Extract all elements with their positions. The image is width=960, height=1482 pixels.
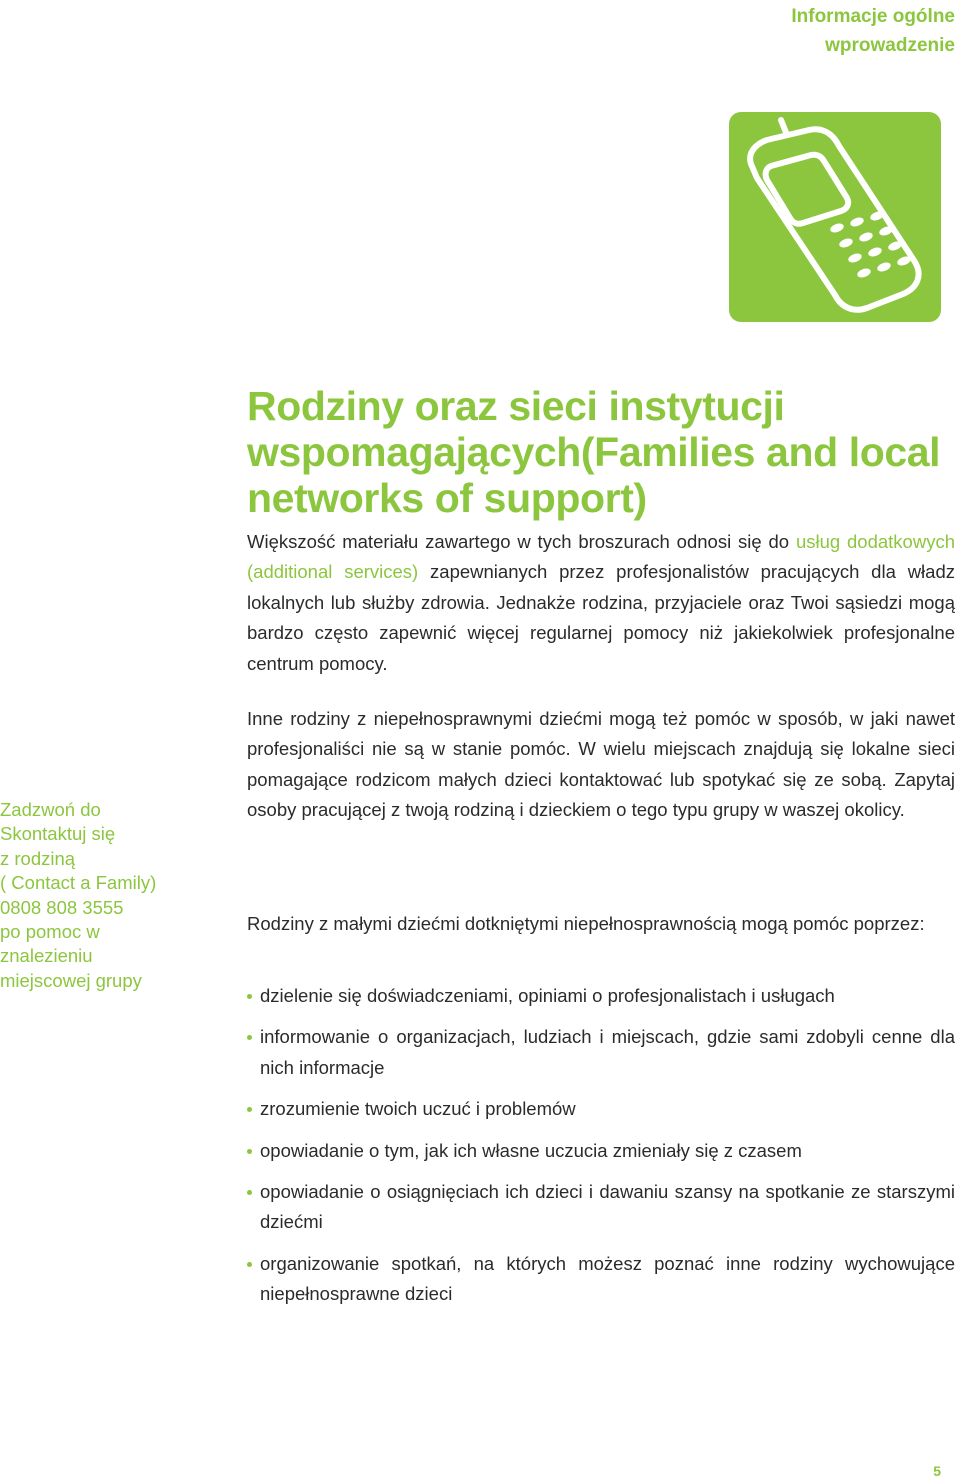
bullet-item: informowanie o organizacjach, ludziach i miejscach, gdzie sami zdobyli cenne dla nich informacje	[247, 1022, 955, 1083]
bullet-item: opowiadanie o osiągnięciach ich dzieci i dawaniu szansy na spotkanie ze starszymi dziećmi	[247, 1177, 955, 1238]
section-label	[695, 2, 955, 60]
sidebar-line: po pomoc w	[0, 921, 100, 943]
sidebar-line: miejscowej grupy	[0, 969, 142, 991]
section-label-line1: Informacje ogólne	[791, 6, 955, 27]
sidebar-line: ( Contact a Family)	[0, 872, 157, 894]
bullet-item: opowiadanie o tym, jak ich własne uczucia zmieniały się z czasem	[247, 1136, 955, 1166]
other-families-paragraph: Inne rodziny z niepełnosprawnymi dziećmi mogą też pomóc w sposób, w jaki nawet profesjonaliści nie są w stanie pomóc. W wielu miejscach znajdują się lokalne sieci pomagające rodzicom małych dzieci kontaktować lub spotykać się ze sobą. Zapytaj osoby pracującej z twoją rodziną i dzieckiem o tego typu grupy w waszej okolicy.	[247, 708, 955, 821]
page-title: Rodziny oraz sieci instytucji wspomagających(Families and local networks of support)	[247, 383, 941, 521]
intro-paragraph	[247, 527, 955, 679]
sidebar-phone-number: 0808 808 3555	[0, 896, 124, 918]
intro-lead: Większość materiału zawartego w tych broszurach odnosi się do	[247, 531, 796, 552]
bullet-item: dzielenie się doświadczeniami, opiniami o profesjonalistach i usługach	[247, 981, 955, 1011]
section-label-line2: wprowadzenie	[825, 35, 955, 56]
bullet-item: organizowanie spotkań, na których możesz poznać inne rodziny wychowujące niepełnosprawne dzieci	[247, 1249, 955, 1310]
bullet-item: zrozumienie twoich uczuć i problemów	[247, 1094, 955, 1124]
sidebar-line: z rodziną	[0, 847, 76, 869]
help-intro-paragraph: Rodziny z małymi dziećmi dotkniętymi niepełnosprawnością mogą pomóc poprzez:	[247, 913, 925, 934]
sidebar-line: znalezieniu	[0, 945, 93, 967]
additional-services-term: usług dodatkowych (additional services)	[247, 531, 955, 583]
sidebar-line: Skontaktuj się	[0, 823, 116, 845]
illustration-panel	[729, 112, 941, 322]
sidebar-line: Zadzwoń do	[0, 799, 101, 820]
mobile-phone-icon	[729, 112, 941, 322]
help-bullet-list	[247, 981, 955, 1321]
page-number: 5	[933, 1463, 941, 1479]
contact-sidebar	[0, 798, 215, 993]
intro-rest: zapewnianych przez profesjonalistów pracujących dla władz lokalnych lub służby zdrowia. Jednakże rodzina, przyjaciele oraz Twoi sąsiedzi mogą bardzo często zapewnić więcej regularnej pomocy niż jakiekolwiek profesjonalne centrum pomocy.	[247, 561, 955, 674]
